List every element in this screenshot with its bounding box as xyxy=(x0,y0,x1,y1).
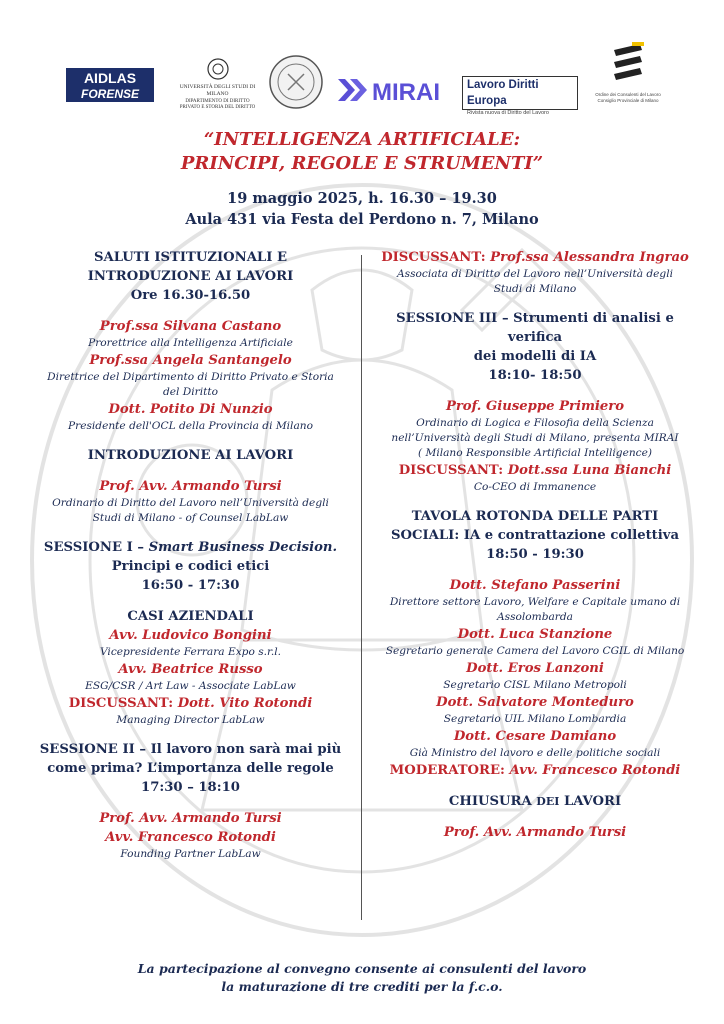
speaker-name: Dott.ssa Luna Bianchi xyxy=(507,463,672,478)
saluti-line-2: INTRODUZIONE AI LAVORI xyxy=(87,269,294,284)
title-line-1: “INTELLIGENZA ARTIFICIALE: xyxy=(203,129,521,150)
section-introduzione: INTRODUZIONE AI LAVORI xyxy=(87,448,294,463)
speaker-name: Dott. Luca Stanzione xyxy=(457,627,613,642)
speaker-name: Prof. Giuseppe Primiero xyxy=(445,399,625,414)
unimi-logo xyxy=(175,58,260,111)
svg-text:AIDLAS: AIDLAS xyxy=(83,70,137,86)
session-label: SESSIONE I – xyxy=(43,540,149,555)
section-sessione-2 xyxy=(28,740,353,797)
session-time: 18:10- 18:50 xyxy=(488,368,582,383)
speaker-role: Studi di Milano xyxy=(493,283,577,295)
ocl-caption: Ordine dei Consulenti del Lavoro Consiglio Provinciale di Milano xyxy=(595,92,661,103)
section-chiusura xyxy=(368,792,702,811)
speaker-name: Avv. Beatrice Russo xyxy=(118,662,263,677)
speaker-name: Prof. Avv. Armando Tursi xyxy=(99,479,282,494)
section-sessione-1 xyxy=(28,538,353,595)
moderator-line xyxy=(368,761,702,780)
program-right-column xyxy=(368,248,702,842)
speaker-name: Prof.ssa Angela Santangelo xyxy=(89,353,292,368)
section-sessione-3 xyxy=(368,309,702,385)
speaker-role: Co-CEO di Immanence xyxy=(473,481,597,493)
program-left-column xyxy=(28,248,353,862)
saluti-line-1: SALUTI ISTITUZIONALI E xyxy=(93,250,288,265)
speaker-role: Associata di Diritto del Lavoro nell’Università degli xyxy=(396,268,673,280)
tavola-line-2: SOCIALI: IA e contrattazione collettiva xyxy=(390,528,679,543)
speaker-name: Dott. Vito Rotondi xyxy=(177,696,313,711)
section-tavola-rotonda xyxy=(368,507,702,564)
speaker-role: nell’Università degli Studi di Milano, presenta MIRAI xyxy=(391,432,679,444)
chiusura-word: CHIUSURA xyxy=(448,794,537,809)
section-saluti xyxy=(28,248,353,305)
speaker-role: Direttore settore Lavoro, Welfare e Capitale umano di xyxy=(389,596,681,608)
speaker-name: Prof.ssa Silvana Castano xyxy=(99,319,282,334)
session-title: Smart Business Decision. xyxy=(148,540,338,555)
unimi-dept: DIPARTIMENTO DI DIRITTO PRIVATO E STORIA DEL DIRITTO xyxy=(179,99,256,110)
session-title-line-1: SESSIONE III – Strumenti di analisi e verifica xyxy=(396,311,674,345)
speaker-role: ESG/CSR / Art Law - Associate LabLaw xyxy=(85,680,296,692)
crest-seal-logo xyxy=(268,54,324,110)
discussant-line xyxy=(368,248,702,267)
lde-logo xyxy=(462,76,578,116)
moderator-label: MODERATORE: xyxy=(389,763,510,778)
speaker-name: Dott. Stefano Passerini xyxy=(449,578,621,593)
speaker-role: Founding Partner LabLaw xyxy=(120,848,261,860)
tavola-line-1: TAVOLA ROTONDA DELLE PARTI xyxy=(411,509,659,524)
chiusura-lavori: LAVORI xyxy=(559,794,622,809)
discussant-label: DISCUSSANT: xyxy=(398,463,508,478)
footer-line-1: La partecipazione al convegno consente ai consulenti del lavoro xyxy=(137,961,587,976)
speaker-role: ( Milano Responsible Artificial Intelligence) xyxy=(417,447,653,459)
saluti-time: Ore 16.30-16.50 xyxy=(130,288,251,303)
speaker-role: Già Ministro del lavoro e delle politiche sociali xyxy=(409,747,661,759)
lde-title: Lavoro Diritti Europa xyxy=(467,79,539,107)
speaker-name: Avv. Francesco Rotondi xyxy=(105,830,276,845)
ocl-mark-icon xyxy=(608,42,648,88)
speaker-role: Presidente dell'OCL della Provincia di Milano xyxy=(68,420,313,432)
speaker-role: Managing Director LabLaw xyxy=(116,714,265,726)
session-time: 17:30 – 18:10 xyxy=(141,780,240,795)
speaker-role: Ordinario di Diritto del Lavoro nell’Università degli xyxy=(52,497,329,509)
session-title-line-2: come prima? L’importanza delle regole xyxy=(47,761,334,776)
unimi-seal-icon xyxy=(207,58,229,80)
speaker-role: Prorettrice alla Intelligenza Artificiale xyxy=(88,337,293,349)
ocl-logo xyxy=(592,42,664,103)
mirai-logo xyxy=(338,76,446,104)
speaker-role: Segretario CISL Milano Metropoli xyxy=(443,679,627,691)
aidlas-logo xyxy=(66,68,154,102)
event-title xyxy=(0,128,724,176)
speaker-role: del Diritto xyxy=(162,386,219,398)
event-info xyxy=(0,188,724,230)
footer-line-2: la maturazione di tre crediti per la f.c.o. xyxy=(221,979,503,994)
speaker-name: Dott. Cesare Damiano xyxy=(453,729,617,744)
speaker-name: Dott. Salvatore Monteduro xyxy=(436,695,634,710)
event-date: 19 maggio 2025, h. 16.30 – 19.30 xyxy=(227,190,497,207)
speaker-role: Studi di Milano - of Counsel LabLaw xyxy=(92,512,289,524)
speaker-name: Dott. Eros Lanzoni xyxy=(466,661,604,676)
event-place: Aula 431 via Festa del Perdono n. 7, Milano xyxy=(185,211,539,228)
speaker-name: Avv. Francesco Rotondi xyxy=(509,763,681,778)
session-title-line-1: SESSIONE II – Il lavoro non sarà mai più xyxy=(39,742,342,757)
discussant-label: DISCUSSANT: xyxy=(381,250,491,265)
lde-subtitle: Rivista nuova di Diritto del Lavoro xyxy=(467,110,549,116)
session-time: 16:50 - 17:30 xyxy=(141,578,240,593)
session-subtitle: Principi e codici etici xyxy=(111,559,270,574)
title-line-2: PRINCIPI, REGOLE E STRUMENTI” xyxy=(180,153,544,174)
logo-row xyxy=(0,40,724,120)
section-casi-aziendali: CASI AZIENDALI xyxy=(127,609,254,624)
discussant-label: DISCUSSANT: xyxy=(68,696,178,711)
speaker-name: Prof. Avv. Armando Tursi xyxy=(99,811,282,826)
chiusura-dei: DEI xyxy=(536,795,560,808)
svg-text:MIRAI: MIRAI xyxy=(372,79,440,104)
speaker-role: Vicepresidente Ferrara Expo s.r.l. xyxy=(99,646,282,658)
speaker-role: Assolombarda xyxy=(497,611,573,623)
speaker-name: Prof. Avv. Armando Tursi xyxy=(443,825,627,840)
unimi-name: UNIVERSITÀ DEGLI STUDI DI MILANO xyxy=(179,84,256,97)
session-title-line-2: dei modelli di IA xyxy=(473,349,597,364)
column-divider xyxy=(361,255,362,920)
speaker-name: Dott. Potito Di Nunzio xyxy=(108,402,273,417)
svg-text:FORENSE: FORENSE xyxy=(80,87,140,101)
speaker-role: Segretario UIL Milano Lombardia xyxy=(443,713,627,725)
speaker-name: Avv. Ludovico Bongini xyxy=(109,628,272,643)
session-time: 18:50 - 19:30 xyxy=(486,547,584,562)
discussant-line xyxy=(28,694,353,713)
discussant-line xyxy=(368,461,702,480)
speaker-role: Ordinario di Logica e Filosofia della Scienza xyxy=(416,417,654,429)
credits-note xyxy=(0,960,724,996)
speaker-name: Prof.ssa Alessandra Ingrao xyxy=(490,250,689,265)
speaker-role: Direttrice del Dipartimento di Diritto Privato e Storia xyxy=(47,371,334,383)
speaker-role: Segretario generale Camera del Lavoro CGIL di Milano xyxy=(385,645,685,657)
